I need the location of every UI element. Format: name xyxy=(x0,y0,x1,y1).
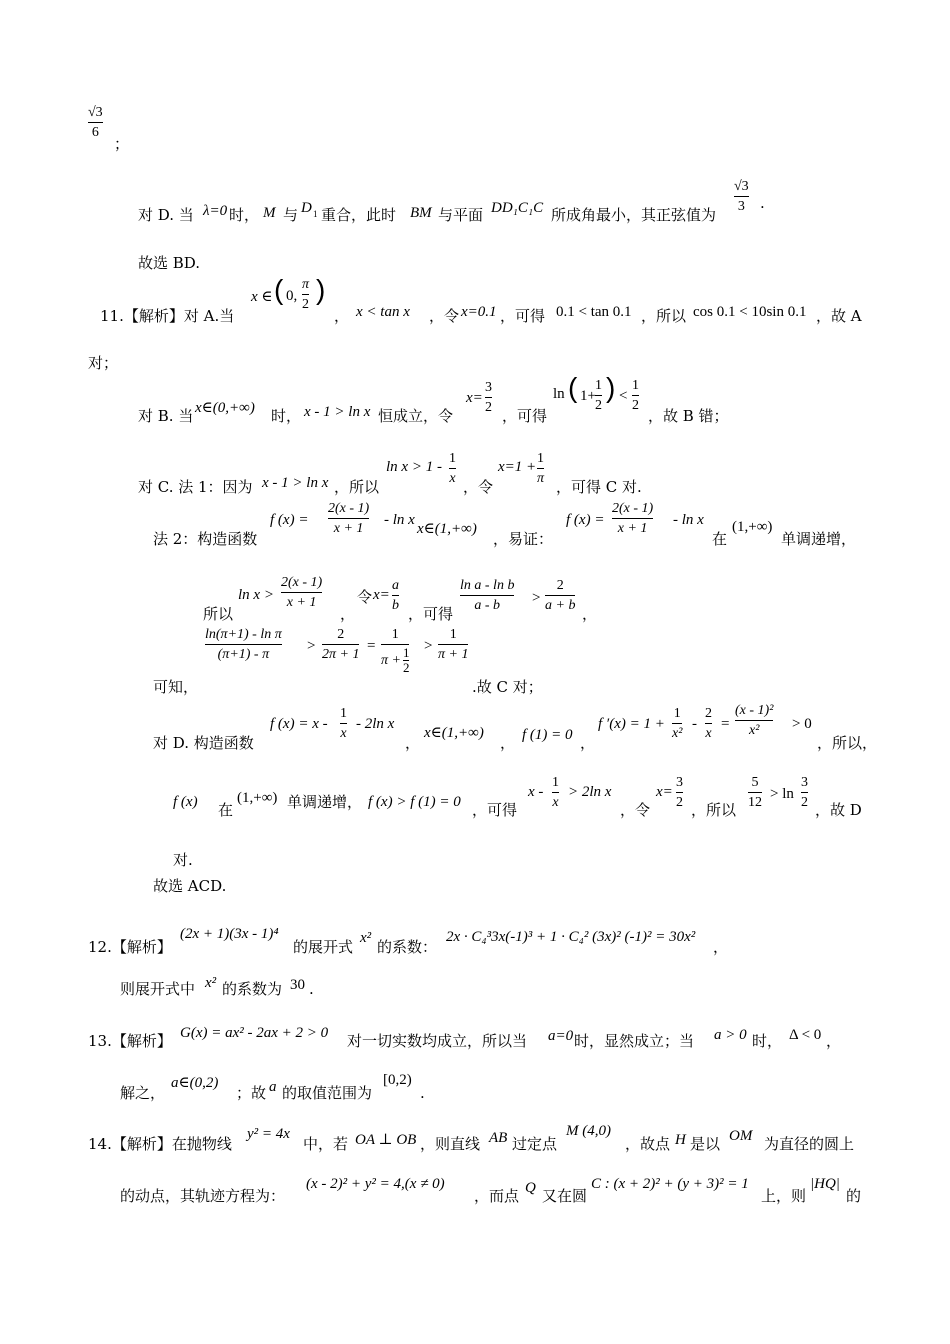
math: (2x + 1)(3x - 1)⁴ xyxy=(180,926,279,942)
denominator: x² xyxy=(748,723,760,738)
math: [0,2) xyxy=(383,1072,412,1088)
denominator: x + 1 xyxy=(333,521,364,536)
math: Δ < 0 xyxy=(789,1027,822,1043)
math: > xyxy=(307,638,316,654)
text: 对. xyxy=(173,851,193,869)
text: 上，则 xyxy=(761,1187,807,1205)
text: 的系数： xyxy=(377,938,438,956)
fraction-1-over-2 xyxy=(632,377,639,414)
text: ，所以， xyxy=(817,734,878,752)
math: - 2ln x xyxy=(356,716,395,732)
denominator: x xyxy=(552,795,559,810)
math: ln x > xyxy=(238,587,274,603)
text: 中，若 xyxy=(303,1135,349,1153)
math: f (x) = xyxy=(566,512,605,528)
numerator: 1 xyxy=(449,451,456,466)
subscript: 1 xyxy=(313,209,318,219)
text: ，而点 xyxy=(474,1187,520,1205)
denominator: x + 1 xyxy=(286,595,317,610)
denominator: x xyxy=(449,471,456,486)
math: a=0 xyxy=(548,1028,574,1044)
fraction-pi-over-2 xyxy=(302,276,309,313)
text: ， xyxy=(582,605,598,623)
text: 的取值范围为 xyxy=(282,1084,373,1102)
math: cos 0.1 < 10sin 0.1 xyxy=(693,304,807,320)
numerator: 2(x - 1) xyxy=(328,501,370,516)
math: x∈(1,+∞) xyxy=(417,521,477,537)
math: x=0.1 xyxy=(461,304,497,320)
numerator: 1 xyxy=(402,645,410,660)
numerator: 5 xyxy=(751,775,759,790)
math: f (1) = 0 xyxy=(522,727,573,743)
numerator: 1 xyxy=(673,706,681,721)
text: 的 xyxy=(846,1187,862,1205)
fraction xyxy=(672,705,682,742)
fraction-a-over-b xyxy=(392,577,399,614)
math: x= xyxy=(466,390,483,406)
denominator: 2 xyxy=(676,795,683,810)
math: x - 1 > ln x xyxy=(262,475,329,491)
math: - xyxy=(692,716,697,732)
text: ，令 xyxy=(620,801,651,819)
text: . xyxy=(760,194,765,212)
math: M (4,0) xyxy=(566,1123,611,1139)
math: D xyxy=(301,200,312,216)
math: λ=0 xyxy=(203,203,228,219)
text: 对一切实数均成立，所以当 xyxy=(347,1032,528,1050)
denominator: 12 xyxy=(748,795,762,810)
math: x∈(1,+∞) xyxy=(424,725,484,741)
text: 对 B. 当 xyxy=(138,407,194,425)
text: ，所以 xyxy=(691,801,737,819)
denominator: (π+1) - π xyxy=(217,647,270,662)
text: 的展开式 xyxy=(293,938,354,956)
fraction xyxy=(438,626,468,663)
math: 0.1 < tan 0.1 xyxy=(556,304,632,320)
numerator: 2 xyxy=(556,578,564,593)
text: 时， xyxy=(752,1032,783,1050)
math: > 2ln x xyxy=(568,784,612,800)
math: < xyxy=(619,388,628,404)
math: (1,+∞) xyxy=(237,790,278,806)
numerator: 1 xyxy=(552,775,559,790)
denominator-part: π + xyxy=(381,653,401,668)
numerator: 1 xyxy=(537,451,544,466)
text: . xyxy=(309,980,314,998)
math: = xyxy=(367,638,376,654)
math: - ln x xyxy=(673,512,704,528)
fraction xyxy=(612,500,653,537)
fraction-3-over-2 xyxy=(485,379,492,416)
text: 对 D. 当 xyxy=(138,206,194,224)
text: 可知， xyxy=(153,678,199,696)
numerator: 1 xyxy=(340,706,347,721)
math: 1+ xyxy=(580,388,596,404)
text: 法 2：构造函数 xyxy=(153,530,258,548)
denominator: 3 xyxy=(737,199,745,214)
text: ， xyxy=(580,734,596,752)
fraction xyxy=(205,626,282,663)
text: ， xyxy=(405,734,421,752)
math: AB xyxy=(489,1130,508,1146)
fraction xyxy=(281,574,322,611)
math: |HQ| xyxy=(810,1176,840,1192)
fraction-1-over-x xyxy=(449,450,456,487)
fraction xyxy=(322,626,359,663)
math: a xyxy=(269,1079,277,1095)
numerator: 2(x - 1) xyxy=(281,575,323,590)
text: ，可得 xyxy=(472,801,518,819)
text: 单调递增， xyxy=(287,793,363,811)
math: x - xyxy=(528,784,544,800)
q11-label: 11.【解析】对 A.当 xyxy=(100,307,235,325)
text: ，故 A xyxy=(816,307,862,325)
math: (x - 2)² + y² = 4,(x ≠ 0) xyxy=(306,1176,445,1192)
fraction-1-over-x xyxy=(340,705,347,742)
denominator: 6 xyxy=(91,125,99,140)
denominator: x² xyxy=(672,726,683,741)
text: 对 D. 构造函数 xyxy=(153,734,254,752)
numerator: ln(π+1) - ln π xyxy=(205,627,282,642)
math: x < tan x xyxy=(356,304,410,320)
text: 与平面 xyxy=(438,206,484,224)
numerator: 2 xyxy=(705,706,712,721)
numerator: 1 xyxy=(595,378,602,393)
numerator: 1 xyxy=(449,627,457,642)
math: > xyxy=(424,638,433,654)
math: ln xyxy=(553,386,565,402)
math: 2x · C₄³3x(-1)³ + 1 · C₄² (3x)² (-1)² = 30x² xyxy=(446,929,696,945)
text: ， xyxy=(500,734,516,752)
math: OM xyxy=(729,1128,753,1144)
numerator: 2(x - 1) xyxy=(612,501,654,516)
denominator: a - b xyxy=(474,598,501,613)
denominator: 2π + 1 xyxy=(322,647,360,662)
math: f (x) = xyxy=(270,512,309,528)
numerator: π xyxy=(302,277,310,292)
numerator: 2 xyxy=(337,627,345,642)
text: ，故 B 错； xyxy=(648,407,729,425)
denominator: b xyxy=(392,598,399,613)
text: ，故 D xyxy=(815,801,862,819)
text: 则展开式中 xyxy=(120,980,196,998)
fraction-3-over-2 xyxy=(801,774,808,811)
math: ln x > 1 - xyxy=(386,459,442,475)
math: x - 1 > ln x xyxy=(304,404,371,420)
text: 是以 xyxy=(690,1135,721,1153)
q14-label: 14.【解析】在抛物线 xyxy=(88,1135,232,1153)
text: ， xyxy=(826,1032,842,1050)
text: ， xyxy=(340,605,356,623)
text: 又在圆 xyxy=(542,1187,588,1205)
math: 0, xyxy=(286,288,298,304)
math: > xyxy=(532,590,541,606)
fraction-3-over-2 xyxy=(676,774,683,811)
math: x ∈ xyxy=(251,289,273,305)
text: 时，显然成立；当 xyxy=(574,1032,695,1050)
numerator: 3 xyxy=(485,380,492,395)
numerator: ln a - ln b xyxy=(460,578,515,593)
denominator: 2 xyxy=(302,297,309,312)
text: ， xyxy=(334,307,350,325)
denominator: x xyxy=(705,726,712,741)
text: 对； xyxy=(88,354,119,372)
text: ，可得 C 对. xyxy=(556,478,642,496)
math: M xyxy=(263,205,276,221)
math: f (x) = x - xyxy=(270,716,328,732)
denominator: x xyxy=(340,726,347,741)
text: 时， xyxy=(271,407,302,425)
answer-bd: 故选 BD. xyxy=(138,254,201,272)
text: ，所以 xyxy=(641,307,687,325)
text: . xyxy=(420,1084,425,1102)
math: - ln x xyxy=(384,512,415,528)
denominator: 2 xyxy=(595,398,602,413)
fraction-1-over-x xyxy=(552,774,559,811)
text: 与 xyxy=(283,206,299,224)
fraction xyxy=(381,626,409,675)
text: 重合，此时 xyxy=(321,206,397,224)
fraction xyxy=(705,705,712,742)
denominator: x + 1 xyxy=(617,521,648,536)
q13-label: 13.【解析】 xyxy=(88,1032,172,1050)
text: ，令 xyxy=(429,307,460,325)
semicolon: ； xyxy=(114,135,130,153)
numerator: 1 xyxy=(391,627,399,642)
text: ，令 xyxy=(463,478,494,496)
math: x² xyxy=(360,930,372,946)
text: 在 xyxy=(218,801,234,819)
math: DD₁C₁C xyxy=(491,200,544,216)
denominator: π xyxy=(537,471,545,486)
text: 过定点 xyxy=(512,1135,558,1153)
denominator: 2 xyxy=(402,660,410,675)
text: ，可得 xyxy=(408,605,454,623)
text: 所以 xyxy=(203,605,234,623)
math: y² = 4x xyxy=(247,1126,290,1142)
math: (1,+∞) xyxy=(732,519,773,535)
text: 对 C. 法 1：因为 xyxy=(138,478,253,496)
math: f (x) xyxy=(173,794,198,810)
math: a > 0 xyxy=(714,1027,747,1043)
math: C : (x + 2)² + (y + 3)² = 1 xyxy=(591,1176,749,1192)
fraction xyxy=(328,500,369,537)
numerator: √3 xyxy=(734,179,749,194)
fraction xyxy=(735,702,773,739)
text: ，可得 xyxy=(500,307,546,325)
math: > 0 xyxy=(792,716,812,732)
fraction xyxy=(460,577,514,614)
text: 恒成立，令 xyxy=(378,407,454,425)
math: G(x) = ax² - 2ax + 2 > 0 xyxy=(180,1025,329,1041)
math: x∈(0,+∞) xyxy=(195,400,255,416)
numerator: 1 xyxy=(632,378,639,393)
q12-label: 12.【解析】 xyxy=(88,938,172,956)
math: 30 xyxy=(290,977,305,993)
denominator: a + b xyxy=(545,598,576,613)
text: 时， xyxy=(229,206,260,224)
math: = xyxy=(721,716,730,732)
text: 所成角最小，其正弦值为 xyxy=(551,206,717,224)
math: H xyxy=(675,1132,686,1148)
text: 为直径的圆上 xyxy=(764,1135,855,1153)
math: x= xyxy=(656,784,673,800)
math: BM xyxy=(410,205,432,221)
math: > ln xyxy=(770,786,794,802)
text: 解之， xyxy=(120,1084,166,1102)
text: .故 C 对； xyxy=(472,678,543,696)
numerator: 3 xyxy=(801,775,808,790)
denominator: π + 1 xyxy=(438,647,469,662)
math: x= xyxy=(373,587,390,603)
text: 的动点，其轨迹方程为： xyxy=(120,1187,286,1205)
denominator: 2 xyxy=(801,795,808,810)
fraction-5-over-12 xyxy=(748,774,762,811)
numerator: a xyxy=(392,578,399,593)
math: f ′(x) = 1 + xyxy=(598,716,665,732)
text: 令 xyxy=(357,588,373,606)
text: ，则直线 xyxy=(420,1135,481,1153)
text: ，可得 xyxy=(502,407,548,425)
math: a∈(0,2) xyxy=(171,1075,219,1091)
fraction xyxy=(545,577,575,614)
math: f (x) > f (1) = 0 xyxy=(368,794,461,810)
numerator: 3 xyxy=(676,775,683,790)
numerator: √3 xyxy=(88,105,103,120)
math: x=1 + xyxy=(498,459,537,475)
fraction-1-over-pi xyxy=(537,450,544,487)
fraction-sqrt3-over-6 xyxy=(88,104,103,141)
text: 单调递增， xyxy=(781,530,857,548)
fraction-sqrt3-over-3 xyxy=(734,178,749,215)
math: Q xyxy=(525,1180,536,1196)
text: ，所以 xyxy=(334,478,380,496)
math: x² xyxy=(205,975,217,991)
text: 在 xyxy=(712,530,728,548)
math: OA ⊥ OB xyxy=(355,1132,417,1148)
text: 的系数为 xyxy=(222,980,283,998)
answer-acd: 故选 ACD. xyxy=(153,877,227,895)
denominator: 2 xyxy=(632,398,639,413)
text: ， xyxy=(713,938,729,956)
numerator: (x - 1)² xyxy=(735,703,774,718)
text: ，故点 xyxy=(625,1135,671,1153)
text: ；故 xyxy=(236,1084,267,1102)
fraction-1-over-2 xyxy=(595,377,602,414)
text: ，易证： xyxy=(493,530,554,548)
denominator: 2 xyxy=(485,400,492,415)
